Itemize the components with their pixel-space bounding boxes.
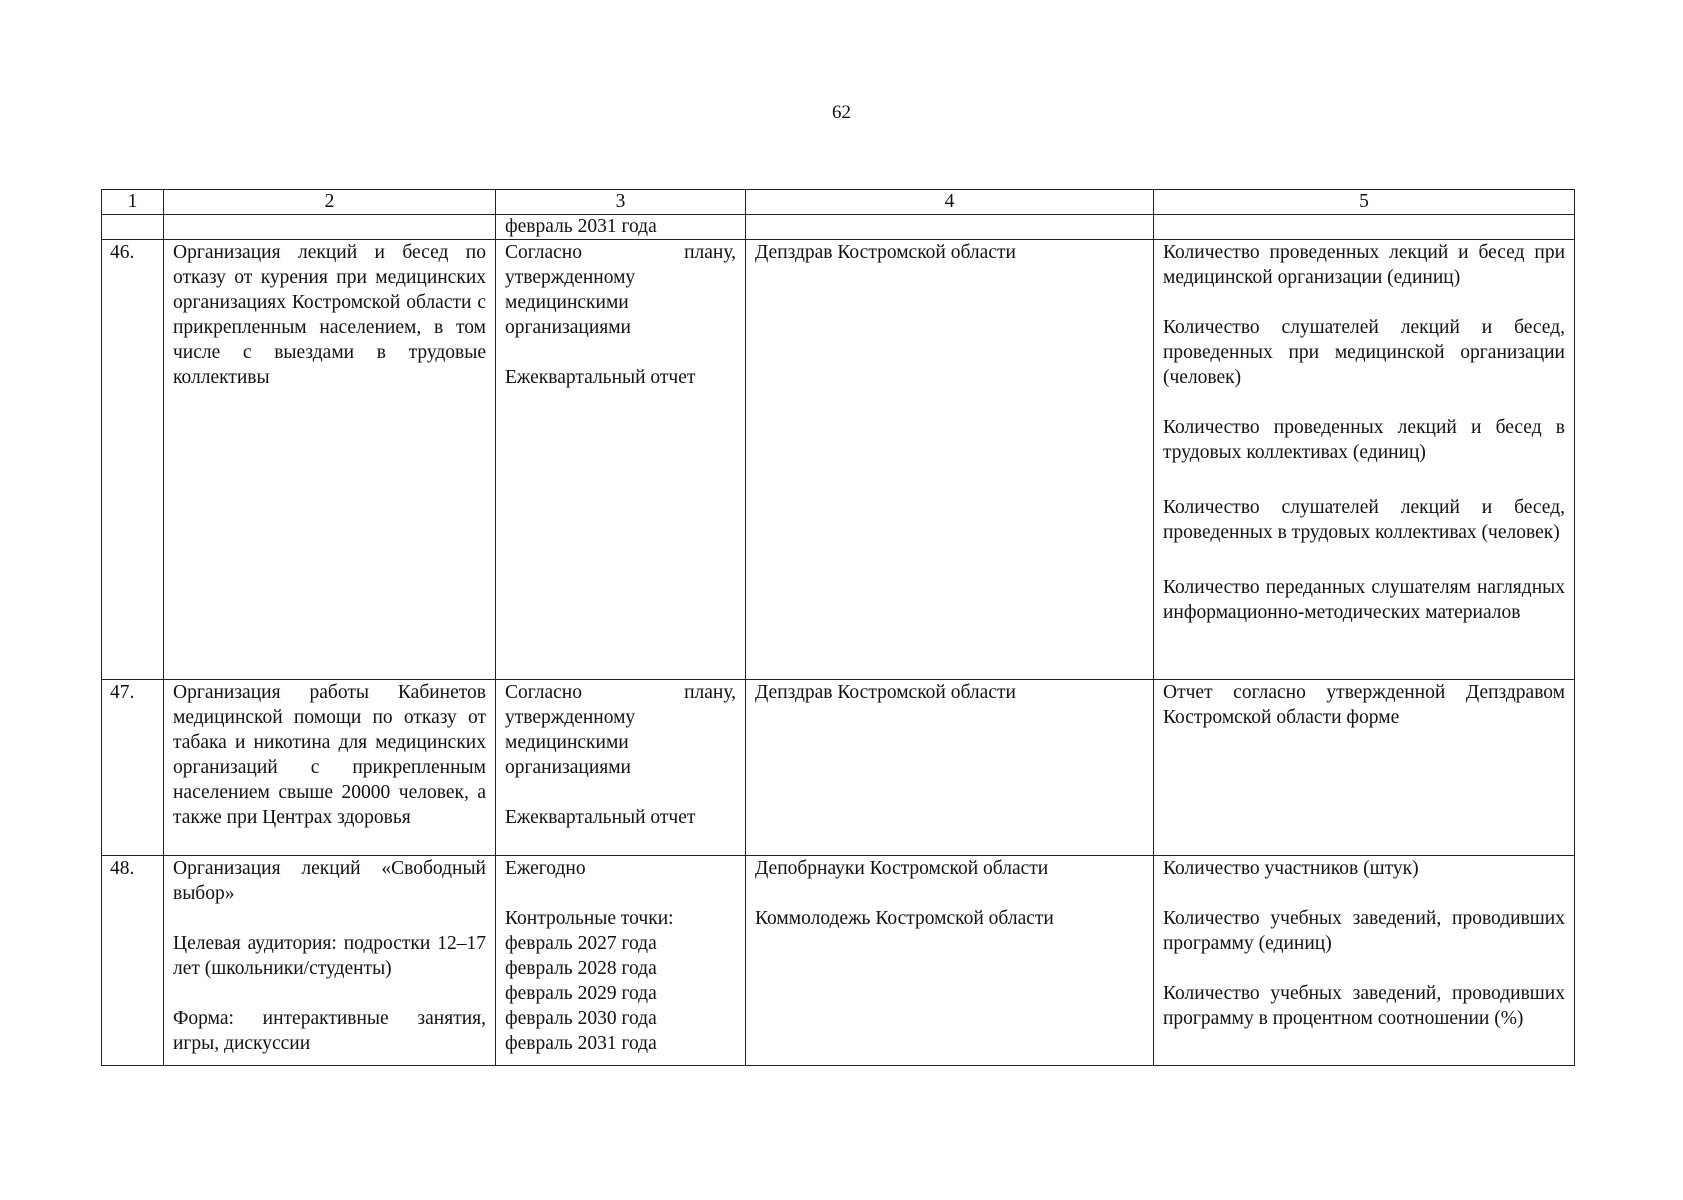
event-cell xyxy=(164,856,496,1066)
checkpoint-date: февраль 2029 года xyxy=(505,983,657,1004)
indicator-text: Количество проведенных лекций и бесед при медицинской организации (единиц) xyxy=(1163,242,1565,288)
indicators-cell xyxy=(1154,680,1575,856)
column-number-1: 1 xyxy=(102,190,164,215)
responsible-text: Депобрнауки Костромской области xyxy=(755,858,1049,879)
continuation-deadline: февраль 2031 года xyxy=(496,215,746,240)
event-title: Организация лекций «Свободный выбор» xyxy=(173,858,486,904)
event-cell xyxy=(164,240,496,680)
indicator-text: Количество участников (штук) xyxy=(1163,858,1419,879)
schedule-plan: Согласно плану, утвержденному медицинскими организациями xyxy=(505,682,736,778)
checkpoint-date: февраль 2030 года xyxy=(505,1008,657,1029)
indicator-text: Количество переданных слушателям наглядных информационно-методических материалов xyxy=(1163,577,1565,623)
table-row-46 xyxy=(102,240,1575,680)
continuation-cell-4 xyxy=(746,215,1154,240)
event-cell xyxy=(164,680,496,856)
checkpoint-date: февраль 2027 года xyxy=(505,933,657,954)
column-number-3: 3 xyxy=(496,190,746,215)
indicator-text: Отчет согласно утвержденной Депздравом Костромской области форме xyxy=(1163,682,1565,728)
continuation-cell-2 xyxy=(164,215,496,240)
checkpoint-date: февраль 2028 года xyxy=(505,958,657,979)
table-row-48 xyxy=(102,856,1575,1066)
schedule-report: Ежеквартальный отчет xyxy=(505,807,696,828)
indicators-cell xyxy=(1154,856,1575,1066)
indicator-text: Количество учебных заведений, проводивших программу (единиц) xyxy=(1163,908,1565,954)
continuation-row xyxy=(102,215,1575,240)
continuation-cell-5 xyxy=(1154,215,1575,240)
event-text: Организация работы Кабинетов медицинской помощи по отказу от табака и никотина для медицинских организаций с прикрепленным населением свыше 20000 человек, а также при Центрах здоровья xyxy=(173,682,486,828)
event-audience: Целевая аудитория: подростки 12–17 лет (школьники/студенты) xyxy=(173,933,486,979)
schedule-cell xyxy=(496,856,746,1066)
schedule-report: Ежеквартальный отчет xyxy=(505,367,696,388)
responsible-text: Депздрав Костромской области xyxy=(755,242,1016,263)
checkpoints-label: Контрольные точки: xyxy=(505,908,674,929)
activities-table xyxy=(101,189,1575,1066)
row-number: 47. xyxy=(102,680,164,856)
schedule-cell xyxy=(496,680,746,856)
schedule-frequency: Ежегодно xyxy=(505,858,586,879)
page-number: 62 xyxy=(832,102,851,123)
responsible-cell xyxy=(746,680,1154,856)
continuation-cell-1 xyxy=(102,215,164,240)
table-row-47 xyxy=(102,680,1575,856)
indicator-text: Количество учебных заведений, проводивших программу в процентном соотношении (%) xyxy=(1163,983,1565,1029)
checkpoint-date: февраль 2031 года xyxy=(505,1033,657,1054)
column-number-2: 2 xyxy=(164,190,496,215)
responsible-cell xyxy=(746,240,1154,680)
event-text: Организация лекций и бесед по отказу от курения при медицинских организациях Костромской области с прикрепленным населением, в том числе с выездами в трудовые коллективы xyxy=(173,242,486,388)
row-number: 46. xyxy=(102,240,164,680)
column-number-5: 5 xyxy=(1154,190,1575,215)
indicator-text: Количество проведенных лекций и бесед в трудовых коллективах (единиц) xyxy=(1163,417,1565,463)
row-number: 48. xyxy=(102,856,164,1066)
column-number-4: 4 xyxy=(746,190,1154,215)
schedule-plan: Согласно плану, утвержденному медицинскими организациями xyxy=(505,242,736,338)
indicators-cell xyxy=(1154,240,1575,680)
schedule-cell xyxy=(496,240,746,680)
responsible-text: Депздрав Костромской области xyxy=(755,682,1016,703)
responsible-text: Коммолодежь Костромской области xyxy=(755,908,1054,929)
indicator-text: Количество слушателей лекций и бесед, проведенных при медицинской организации (человек) xyxy=(1163,317,1565,388)
responsible-cell xyxy=(746,856,1154,1066)
indicator-text: Количество слушателей лекций и бесед, проведенных в трудовых коллективах (человек) xyxy=(1163,497,1565,543)
event-form: Форма: интерактивные занятия, игры, дискуссии xyxy=(173,1008,486,1054)
column-number-row xyxy=(102,190,1575,215)
